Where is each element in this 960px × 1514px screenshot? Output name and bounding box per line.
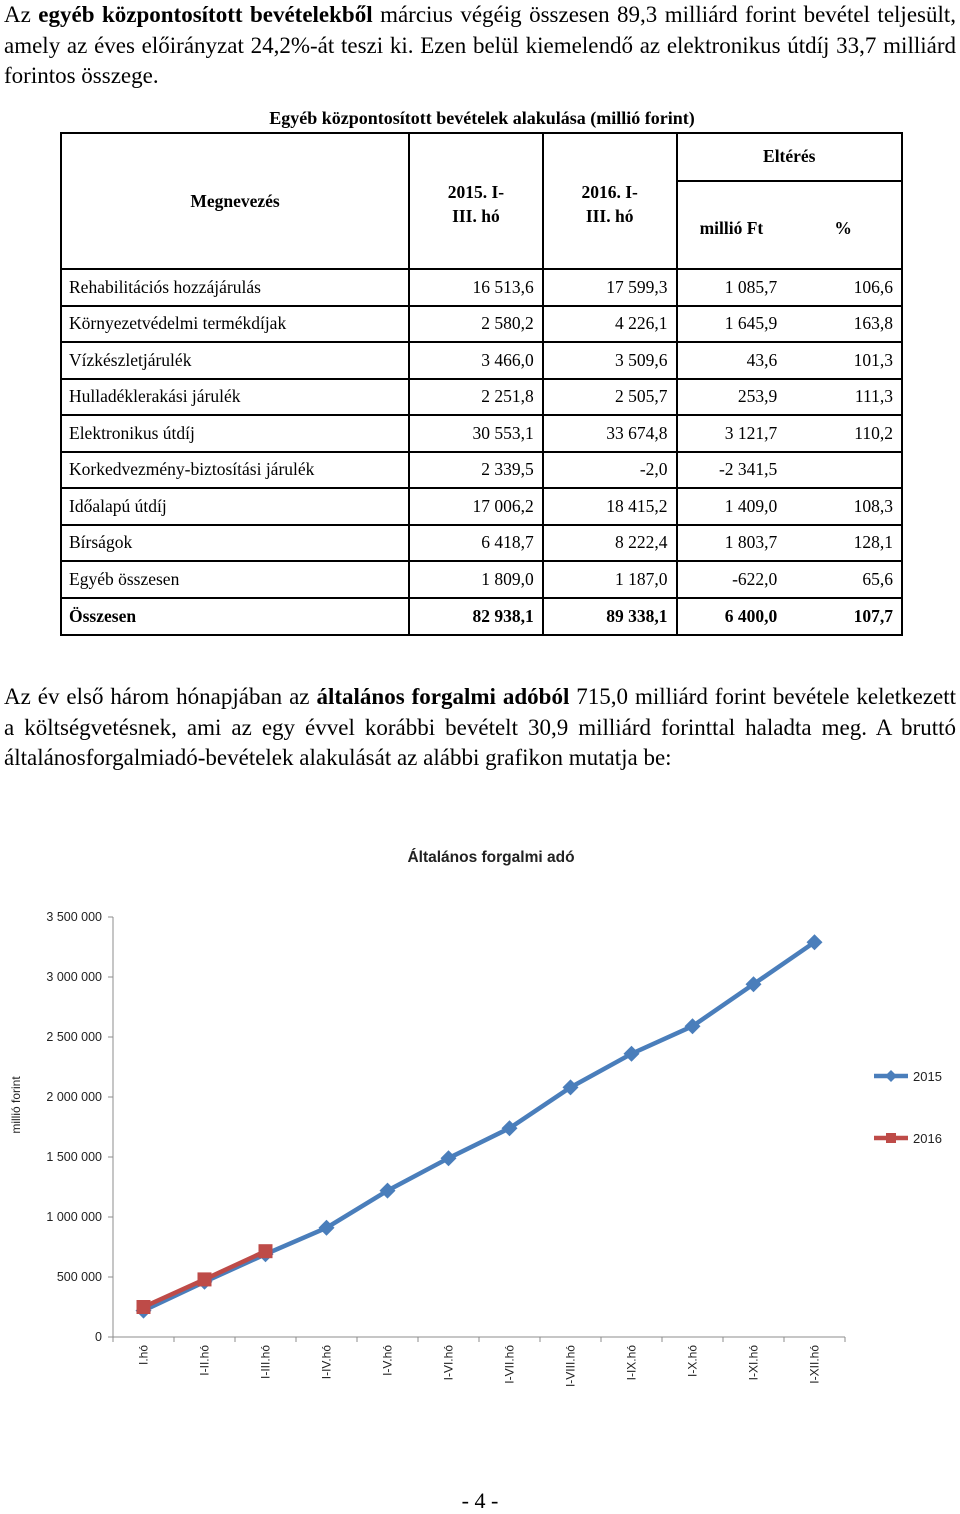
y-tick-label: 2 500 000 (46, 1030, 102, 1044)
y-tick-label: 3 500 000 (46, 910, 102, 924)
y-tick-label: 0 (95, 1330, 102, 1344)
header-diff-pct: % (785, 181, 902, 269)
header-2016-label: 2016. I-III. hó (581, 182, 638, 226)
cell-v2015: 2 339,5 (409, 452, 543, 489)
y-tick-label: 1 500 000 (46, 1150, 102, 1164)
vat-paragraph (4, 682, 956, 774)
cell-diff: 43,6 (677, 342, 786, 379)
cell-pct: 101,3 (785, 342, 902, 379)
cell-v2015: 82 938,1 (409, 598, 543, 635)
cell-name: Elektronikus útdíj (61, 415, 409, 452)
x-tick-label: I-II.hó (197, 1345, 212, 1376)
page-number: - 4 - (461, 1488, 499, 1513)
x-tick-label: I-VIII.hó (563, 1345, 578, 1388)
cell-v2015: 1 809,0 (409, 561, 543, 598)
x-tick-label: I.hó (136, 1345, 151, 1366)
x-tick-label: I-IV.hó (319, 1345, 334, 1380)
data-point-marker (137, 1300, 151, 1314)
x-tick-label: I-VII.hó (502, 1345, 517, 1384)
table-title: Egyéb központosított bevételek alakulása (millió forint) (269, 108, 695, 128)
series-2015 (136, 934, 823, 1318)
cell-diff: -622,0 (677, 561, 786, 598)
x-tick-label: I-X.hó (685, 1345, 700, 1378)
header-diff-mft: millió Ft (677, 181, 786, 269)
cell-diff: 3 121,7 (677, 415, 786, 452)
intro-text-after: március végéig összesen 89,3 milliárd forint bevétel teljesült, amely az éves előirányzat 24,2%-át teszi ki. Ezen belül kiemelendő az elektronikus útdíj 33,7 milliárd forintos összege. (4, 2, 957, 88)
vat-text-after: 715,0 milliárd forint bevétele keletkezett a költségvetésnek, ami az egy évvel korábbi bevételt 30,9 milliárd forinttal haladta meg. A bruttó általánosforgalmiadó-bevételek alakulását az alábbi grafikon mutatja be: (4, 684, 956, 770)
cell-pct: 111,3 (785, 379, 902, 416)
cell-name: Korkedvezmény-biztosítási járulék (61, 452, 409, 489)
data-point-marker (198, 1272, 212, 1286)
cell-name: Környezetvédelmi termékdíjak (61, 306, 409, 343)
chart-legend (874, 1069, 942, 1146)
cell-diff: 6 400,0 (677, 598, 786, 635)
cell-pct: 107,7 (785, 598, 902, 635)
cell-v2016: 3 509,6 (543, 342, 677, 379)
cell-diff: 1 645,9 (677, 306, 786, 343)
table-body (61, 269, 902, 635)
cell-v2015: 2 580,2 (409, 306, 543, 343)
table-row (61, 269, 902, 306)
cell-pct: 108,3 (785, 488, 902, 525)
cell-pct: 106,6 (785, 269, 902, 306)
cell-diff: 1 409,0 (677, 488, 786, 525)
x-tick-label: I-V.hó (380, 1345, 395, 1376)
header-2015 (409, 133, 543, 269)
cell-v2016: 89 338,1 (543, 598, 677, 635)
cell-diff: -2 341,5 (677, 452, 786, 489)
header-2016 (543, 133, 677, 269)
x-tick-label: I-XII.hó (807, 1345, 822, 1384)
cell-v2015: 3 466,0 (409, 342, 543, 379)
cell-name: Összesen (61, 598, 409, 635)
x-tick-label: I-VI.hó (441, 1345, 456, 1381)
cell-v2016: 4 226,1 (543, 306, 677, 343)
x-tick-label: I-III.hó (258, 1345, 273, 1380)
legend-label: 2016 (913, 1131, 942, 1146)
series-line-2015 (144, 942, 815, 1310)
table-row (61, 525, 902, 562)
vat-line-chart (0, 820, 960, 1420)
intro-paragraph (4, 0, 956, 92)
header-diff: Eltérés (677, 133, 902, 181)
y-tick-label: 3 000 000 (46, 970, 102, 984)
cell-name: Rehabilitációs hozzájárulás (61, 269, 409, 306)
cell-v2015: 6 418,7 (409, 525, 543, 562)
table-row (61, 379, 902, 416)
legend-label: 2015 (913, 1069, 942, 1084)
cell-pct: 128,1 (785, 525, 902, 562)
cell-diff: 1 085,7 (677, 269, 786, 306)
cell-pct: 110,2 (785, 415, 902, 452)
y-tick-label: 1 000 000 (46, 1210, 102, 1224)
chart-series (136, 934, 823, 1318)
intro-bold-text: egyéb központosított bevételekből (38, 2, 373, 27)
cell-v2016: 33 674,8 (543, 415, 677, 452)
cell-pct (785, 452, 902, 489)
data-point-marker (441, 1150, 457, 1166)
chart-axes (46, 910, 845, 1387)
table-row (61, 561, 902, 598)
table-row (61, 488, 902, 525)
chart-y-axis-label: millió forint (9, 1076, 23, 1134)
cell-diff: 253,9 (677, 379, 786, 416)
cell-v2015: 16 513,6 (409, 269, 543, 306)
cell-name: Hulladéklerakási járulék (61, 379, 409, 416)
cell-v2015: 30 553,1 (409, 415, 543, 452)
table-total-row (61, 598, 902, 635)
intro-text-before: Az (4, 2, 39, 27)
data-point-marker (259, 1244, 273, 1258)
y-tick-label: 2 000 000 (46, 1090, 102, 1104)
cell-v2015: 17 006,2 (409, 488, 543, 525)
x-tick-label: I-XI.hó (746, 1345, 761, 1381)
table-row (61, 342, 902, 379)
cell-name: Bírságok (61, 525, 409, 562)
revenue-table (60, 132, 903, 636)
y-tick-label: 500 000 (56, 1270, 102, 1284)
header-2015-label: 2015. I-III. hó (447, 182, 505, 226)
cell-pct: 163,8 (785, 306, 902, 343)
table-row (61, 306, 902, 343)
cell-v2016: 8 222,4 (543, 525, 677, 562)
cell-name: Időalapú útdíj (61, 488, 409, 525)
vat-text-before: Az év első három hónapjában az (4, 684, 317, 709)
legend-marker (886, 1133, 896, 1143)
table-row (61, 415, 902, 452)
cell-v2016: 18 415,2 (543, 488, 677, 525)
cell-v2015: 2 251,8 (409, 379, 543, 416)
vat-bold-text: általános forgalmi adóból (316, 684, 570, 709)
cell-v2016: 1 187,0 (543, 561, 677, 598)
chart-title: Általános forgalmi adó (407, 849, 575, 866)
cell-v2016: 2 505,7 (543, 379, 677, 416)
cell-v2016: -2,0 (543, 452, 677, 489)
cell-name: Egyéb összesen (61, 561, 409, 598)
header-name: Megnevezés (61, 133, 409, 269)
cell-name: Vízkészletjárulék (61, 342, 409, 379)
cell-diff: 1 803,7 (677, 525, 786, 562)
cell-pct: 65,6 (785, 561, 902, 598)
legend-marker (885, 1070, 897, 1082)
cell-v2016: 17 599,3 (543, 269, 677, 306)
table-row (61, 452, 902, 489)
x-tick-label: I-IX.hó (624, 1345, 639, 1381)
